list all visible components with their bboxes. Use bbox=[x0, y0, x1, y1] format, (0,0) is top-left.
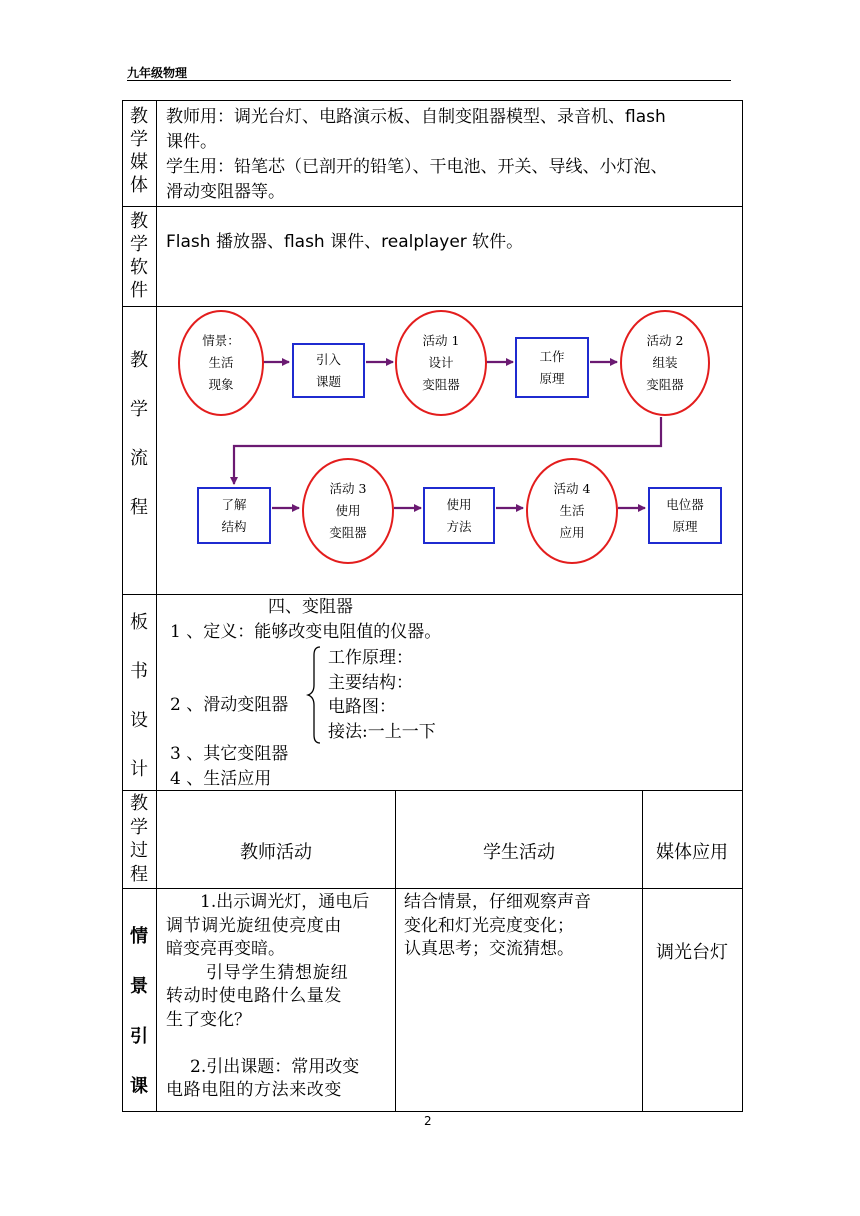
column-divider bbox=[395, 790, 396, 1111]
row-divider bbox=[122, 888, 742, 889]
label-column-divider bbox=[156, 100, 157, 1111]
board-sub-item: 工作原理： bbox=[328, 648, 413, 668]
flow-node-understand-structure: 了解 结构 bbox=[197, 487, 271, 544]
board-item-3: 3 、其它变阻器 bbox=[170, 744, 289, 764]
board-title: 四、变阻器 bbox=[268, 597, 353, 617]
flow-row-label: 教 学 流 程 bbox=[130, 350, 148, 518]
flow-node-introduce-topic: 引入 课题 bbox=[292, 343, 365, 398]
board-item-1: 1 、定义：能够改变电阻值的仪器。 bbox=[170, 622, 442, 642]
flow-node-usage-method: 使用 方法 bbox=[423, 487, 495, 544]
stage-label-scenario: 情 景 引 课 bbox=[130, 926, 148, 1097]
board-brace bbox=[306, 645, 326, 745]
software-text: Flash 播放器、flash 课件、realplayer 软件。 bbox=[166, 232, 524, 252]
flow-node-potentiometer: 电位器 原理 bbox=[648, 487, 722, 544]
flow-node-working-principle: 工作 原理 bbox=[515, 337, 589, 398]
row-divider bbox=[122, 790, 742, 791]
board-sub-list bbox=[328, 646, 436, 744]
flow-node-activity-2: 活动 2 组装 变阻器 bbox=[620, 310, 710, 416]
board-sub-item: 接法:一上一下 bbox=[328, 721, 436, 742]
software-row-label: 教 学 软 件 bbox=[130, 211, 148, 301]
page-header-title: 九年级物理 bbox=[127, 66, 188, 80]
flow-node-activity-4: 活动 4 生活 应用 bbox=[526, 458, 618, 564]
page-number: 2 bbox=[424, 1114, 432, 1128]
media-teacher-text: 教师用：调光台灯、电路演示板、自制变阻器模型、录音机、flash 课件。 学生用：铅笔芯（已剖开的铅笔）、干电池、开关、导线、小灯泡、 滑动变阻器等。 bbox=[166, 107, 668, 202]
teacher-activity-text: 1.出示调光灯，通电后 调节调光旋纽使亮度由 暗变亮再变暗。 引导学生猜想旋纽 转动时使电路什么量发 生了变化？ 2.引出课题：常用改变 电路电阻的方法来改变 bbox=[166, 892, 370, 1100]
flow-node-scenario: 情景： 生活 现象 bbox=[178, 310, 264, 416]
process-row-label: 教 学 过 程 bbox=[130, 793, 148, 885]
board-item-4: 4 、生活应用 bbox=[170, 769, 272, 789]
flow-node-activity-3: 活动 3 使用 变阻器 bbox=[302, 458, 394, 564]
board-row-label: 板 书 设 计 bbox=[130, 612, 148, 780]
board-item-2: 2 、滑动变阻器 bbox=[170, 695, 289, 715]
media-row-label: 教 学 媒 体 bbox=[130, 106, 148, 196]
board-sub-item: 主要结构： bbox=[328, 672, 413, 693]
row-divider bbox=[122, 306, 742, 307]
row-divider bbox=[122, 594, 742, 595]
process-col-student-header: 学生活动 bbox=[483, 842, 555, 863]
flow-node-activity-1: 活动 1 设计 变阻器 bbox=[395, 310, 487, 416]
header-divider bbox=[127, 80, 731, 81]
media-application-text: 调光台灯 bbox=[656, 942, 728, 963]
board-sub-item: 电路图： bbox=[328, 697, 396, 717]
process-col-media-header: 媒体应用 bbox=[656, 842, 728, 863]
process-col-teacher-header: 教师活动 bbox=[240, 842, 312, 863]
student-activity-text: 结合情景，仔细观察声音 变化和灯光亮度变化； 认真思考；交流猜想。 bbox=[404, 892, 591, 959]
row-divider bbox=[122, 206, 742, 207]
